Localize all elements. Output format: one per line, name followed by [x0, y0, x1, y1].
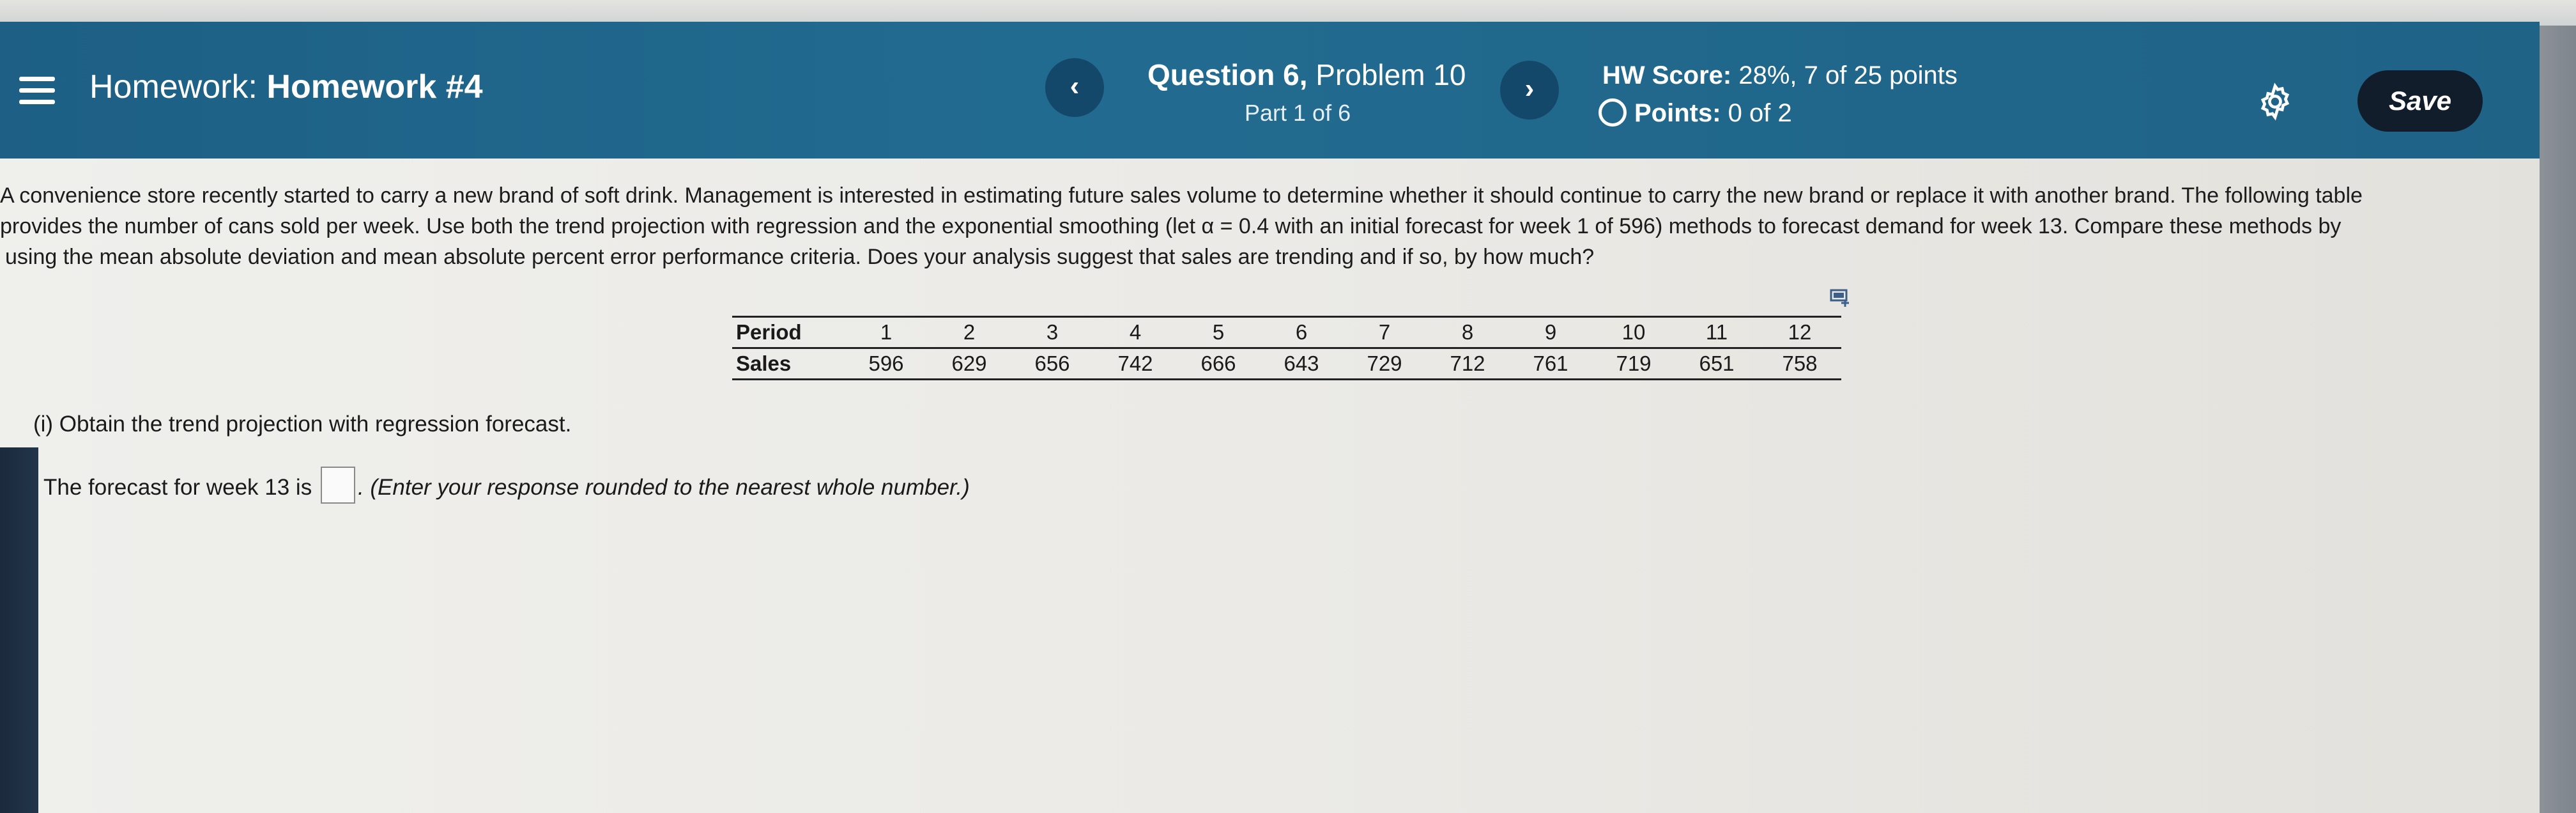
- problem-line-3: using the mean absolute deviation and mean absolute percent error performance criteria. Does your analysis suggest that sales are trending and if so, by how much?: [5, 245, 1595, 269]
- sales-cell: 656: [1011, 348, 1094, 380]
- sales-cell: 651: [1675, 348, 1758, 380]
- homework-title: [89, 68, 483, 106]
- problem-label: Problem 10: [1315, 58, 1466, 91]
- sales-row: [732, 348, 1841, 380]
- sales-cell: 729: [1343, 348, 1426, 380]
- save-button[interactable]: Save: [2358, 70, 2483, 132]
- empty-circle-icon: [1598, 98, 1627, 127]
- period-cell: 9: [1509, 317, 1592, 348]
- previous-question-button[interactable]: [1045, 58, 1104, 117]
- period-cell: 11: [1675, 317, 1758, 348]
- period-header: Period: [732, 317, 845, 348]
- problem-line-1: A convenience store recently started to carry a new brand of soft drink. Management is interested in estimating future sales volume to determine whether it should continue to carry the new brand or replace it with another brand. The following table: [0, 183, 2363, 208]
- sales-cell: 666: [1177, 348, 1260, 380]
- photo-background-left: [0, 447, 38, 813]
- answer-hint: . (Enter your response rounded to the nearest whole number.): [357, 475, 970, 500]
- period-row: [732, 317, 1841, 348]
- next-question-button[interactable]: [1500, 61, 1559, 120]
- question-label: Question 6,: [1147, 58, 1308, 91]
- sales-cell: 712: [1426, 348, 1509, 380]
- period-cell: 10: [1592, 317, 1675, 348]
- period-cell: 1: [845, 317, 928, 348]
- answer-line: [43, 467, 970, 504]
- hw-score-label: HW Score:: [1602, 61, 1732, 89]
- hamburger-menu-icon[interactable]: [19, 77, 55, 105]
- period-cell: 5: [1177, 317, 1260, 348]
- screen: [0, 22, 2540, 813]
- answer-input[interactable]: [321, 467, 355, 504]
- problem-statement: [0, 180, 2517, 272]
- hw-score-value: 28%, 7 of 25 points: [1738, 61, 1958, 89]
- period-cell: 3: [1011, 317, 1094, 348]
- part-instruction: (i) Obtain the trend projection with regression forecast.: [33, 412, 572, 437]
- period-cell: 6: [1260, 317, 1343, 348]
- period-cell: 4: [1094, 317, 1177, 348]
- chevron-right-icon: ›: [1524, 73, 1535, 104]
- points: [1598, 98, 1792, 128]
- header-bar: [0, 22, 2540, 159]
- question-title: [1147, 58, 1466, 92]
- part-indicator: Part 1 of 6: [1245, 100, 1351, 126]
- problem-line-2: provides the number of cans sold per week. Use both the trend projection with regression and the exponential smoothing (let α = 0.4 with an initial forecast for week 1 of 596) methods to forecast demand for week 13. Compare these methods by: [0, 214, 2342, 238]
- period-cell: 8: [1426, 317, 1509, 348]
- points-value: 0 of 2: [1728, 99, 1792, 127]
- sales-data-table: [732, 316, 1841, 380]
- hw-score: [1602, 61, 1958, 90]
- sales-header: Sales: [732, 348, 845, 380]
- chevron-left-icon: ‹: [1070, 70, 1080, 102]
- period-cell: 2: [928, 317, 1011, 348]
- homework-name: Homework #4: [266, 68, 483, 105]
- sales-cell: 629: [928, 348, 1011, 380]
- sales-cell: 596: [845, 348, 928, 380]
- sales-cell: 742: [1094, 348, 1177, 380]
- period-cell: 12: [1758, 317, 1841, 348]
- homework-prefix: Homework:: [89, 68, 257, 105]
- period-cell: 7: [1343, 317, 1426, 348]
- sales-cell: 643: [1260, 348, 1343, 380]
- gear-icon[interactable]: [2255, 82, 2295, 121]
- expand-table-icon[interactable]: [1830, 289, 1850, 308]
- sales-cell: 758: [1758, 348, 1841, 380]
- sales-cell: 719: [1592, 348, 1675, 380]
- answer-prefix: The forecast for week 13 is: [43, 475, 312, 500]
- sales-cell: 761: [1509, 348, 1592, 380]
- points-label: Points:: [1634, 99, 1721, 127]
